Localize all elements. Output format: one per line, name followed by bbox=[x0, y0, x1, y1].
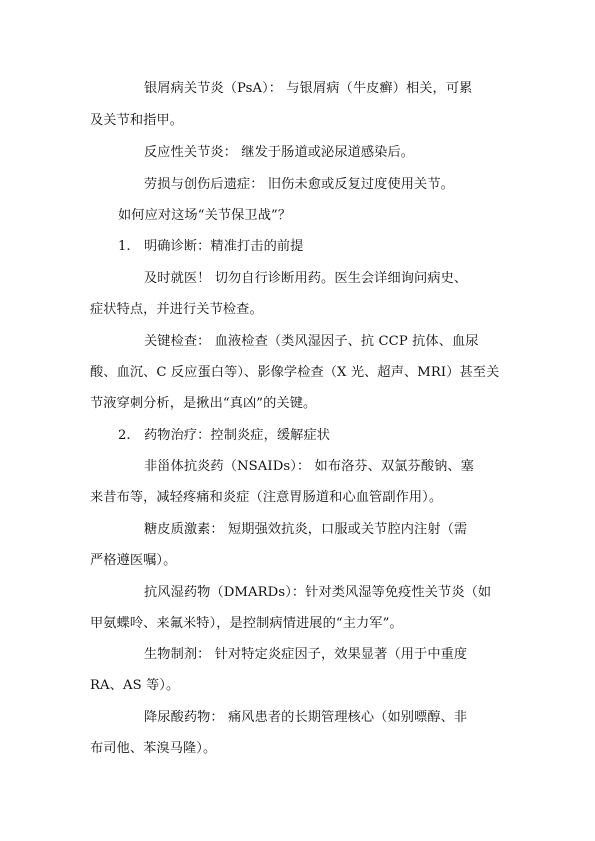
item1-title: 明确诊断：精准打击的前提 bbox=[144, 239, 304, 254]
urate-lowering-line1: 降尿酸药物： 痛风患者的长期管理核心（如别嘌醇、非 bbox=[144, 710, 468, 725]
nsaids-line1: 非甾体抗炎药（NSAIDs）： 如布洛芬、双氯芬酸钠、塞 bbox=[144, 459, 474, 474]
list-number-2: 2. bbox=[118, 428, 131, 443]
question-heading: 如何应对这场“关节保卫战”？ bbox=[118, 208, 292, 223]
urate-lowering-line2: 布司他、苯溴马隆）。 bbox=[90, 741, 217, 756]
dmards-line1: 抗风湿药物（DMARDs）：针对类风湿等免疫性关节炎（如 bbox=[144, 585, 492, 600]
list-number-1: 1. bbox=[118, 239, 131, 254]
trauma-text: 劳损与创伤后遗症： 旧伤未愈或反复过度使用关节。 bbox=[144, 177, 454, 192]
biologics-line2: RA、AS 等）。 bbox=[90, 678, 180, 693]
key-tests-line3: 节液穿刺分析，是揪出“真凶”的关键。 bbox=[90, 396, 317, 411]
dmards-line2: 甲氨蝶呤、来氟米特），是控制病情进展的“主力军”。 bbox=[90, 616, 403, 631]
nsaids-line2: 来昔布等，减轻疼痛和炎症（注意胃肠道和心血管副作用）。 bbox=[90, 490, 443, 505]
timely-visit-line1: 及时就医！ 切勿自行诊断用药。医生会详细询问病史、 bbox=[144, 271, 468, 286]
glucocorticoid-line1: 糖皮质激素： 短期强效抗炎，口服或关节腔内注射（需 bbox=[144, 522, 468, 537]
key-tests-line1: 关键检查： 血液检查（类风湿因子、抗 CCP 抗体、血尿 bbox=[144, 334, 479, 349]
glucocorticoid-line2: 严格遵医嘱）。 bbox=[90, 553, 177, 568]
psa-text-line2: 及关节和指甲。 bbox=[90, 113, 184, 128]
key-tests-line2: 酸、血沉、C 反应蛋白等）、影像学检查（X 光、超声、MRI）甚至关 bbox=[90, 365, 500, 380]
psa-text-line1: 银屑病关节炎（PsA）： 与银屑病（牛皮癣）相关，可累 bbox=[144, 81, 473, 96]
reactive-arthritis-text: 反应性关节炎： 继发于肠道或泌尿道感染后。 bbox=[144, 145, 415, 160]
item2-title: 药物治疗：控制炎症，缓解症状 bbox=[144, 428, 331, 443]
biologics-line1: 生物制剂： 针对特定炎症因子，效果显著（用于中重度 bbox=[144, 647, 468, 662]
timely-visit-line2: 症状特点，并进行关节检查。 bbox=[90, 302, 263, 317]
